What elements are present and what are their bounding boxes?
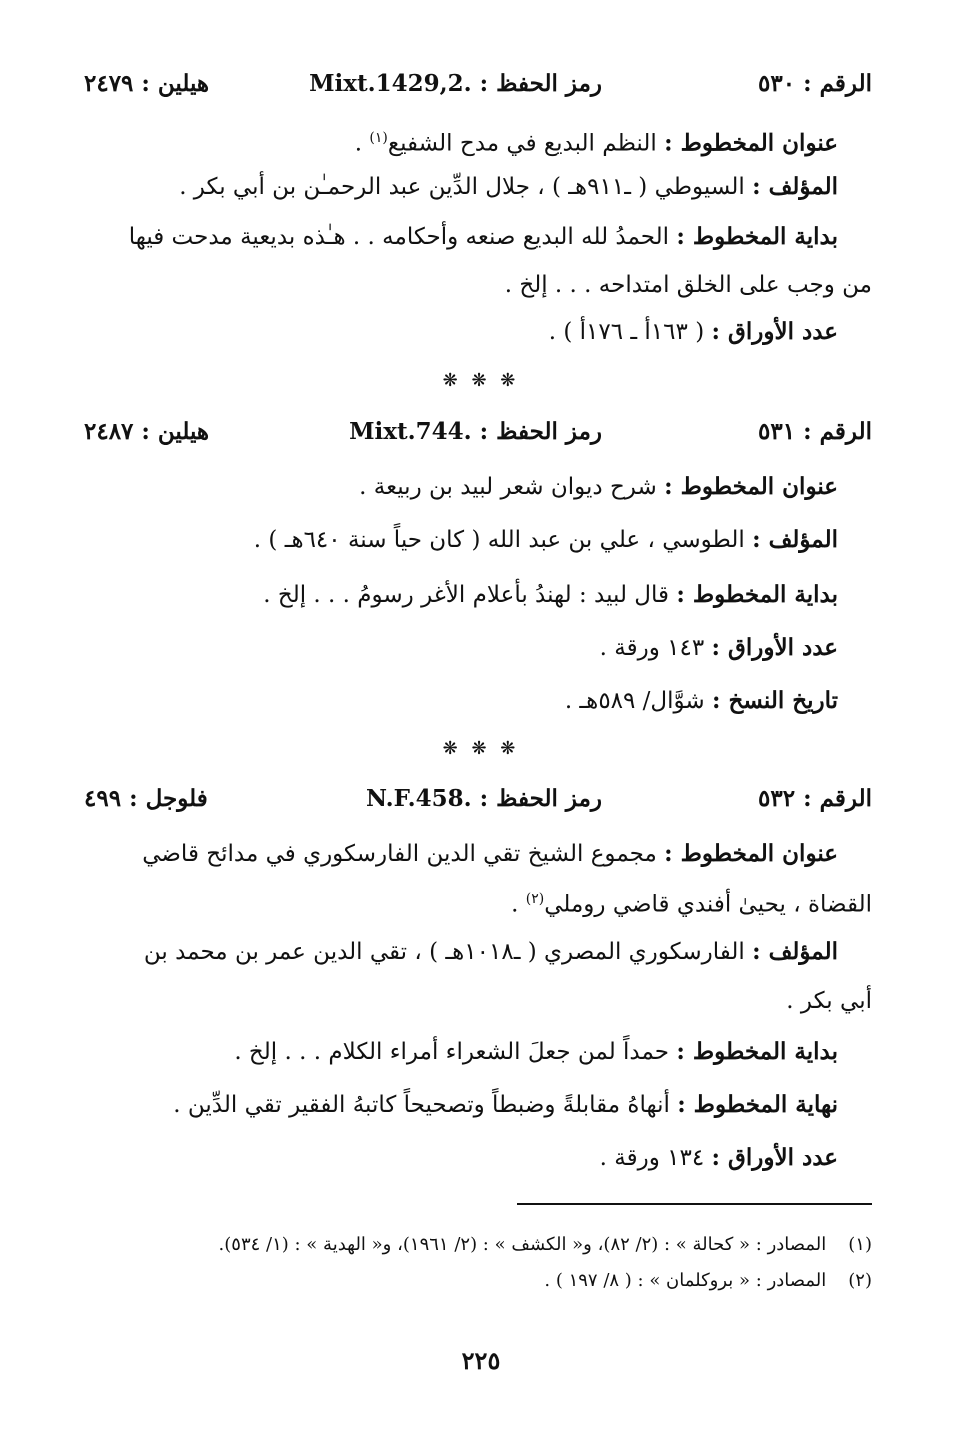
title-line	[84, 469, 838, 505]
entry-header	[84, 70, 872, 106]
title-end: .	[511, 891, 526, 918]
shelfmark	[349, 418, 602, 445]
incipit-label: بداية المخطوط :	[676, 223, 838, 250]
author-continuation: أبي بكر .	[786, 988, 872, 1014]
leaves-value: ١٣٤ ورقة .	[599, 1145, 705, 1171]
catalog-reference: هيلين : ٢٤٧٩	[84, 70, 210, 97]
title-end: .	[354, 130, 370, 157]
leaves-line	[84, 314, 838, 350]
incipit-text: الحمدُ لله البديع صنعه وأحكامه . . هـٰذه بديعية مدحت فيها	[128, 224, 670, 250]
explicit-line	[84, 1087, 838, 1123]
separator: ❋ ❋ ❋	[442, 738, 520, 759]
incipit-text: قال لبيد : لهندُ بأعلام الأغر رسومُ . . . إلخ .	[263, 582, 670, 608]
footnote-rule	[517, 1203, 872, 1205]
footnote-text: المصادر : « بروكلمان » : ( ٨/ ١٩٧ ) .	[544, 1270, 827, 1291]
author-text: السيوطي ( ـ٩١١هـ ) ، جلال الدِّين عبد الرحمـٰن بن أبي بكر .	[179, 174, 745, 200]
entry-number: الرقم : ٥٣٢	[758, 785, 872, 812]
title-text-2: القضاة ، يحيىٰ أفندي قاضي روملي	[544, 891, 872, 918]
leaves-line	[84, 1140, 838, 1176]
shelfmark-code: N.F.458.	[366, 785, 472, 812]
title-label: عنوان المخطوط :	[664, 129, 838, 157]
incipit-line	[84, 577, 838, 613]
entry-header	[84, 785, 872, 821]
explicit-text: أنهاهُ مقابلةً وضبطاً وتصحيحاً كاتبهُ الفقير تقي الدِّين .	[173, 1092, 670, 1118]
shelfmark	[309, 70, 602, 97]
title-continuation	[84, 881, 872, 923]
title-text: مجموع الشيخ تقي الدين الفارسكوري في مدائح قاضي	[142, 841, 657, 867]
author-label: المؤلف :	[752, 526, 838, 553]
title-label: عنوان المخطوط :	[664, 473, 838, 500]
leaves-value: ١٤٣ ورقة .	[599, 635, 705, 661]
incipit-text: حمداً لمن جعلَ الشعراء أمراء الكلام . . . إلخ .	[234, 1039, 670, 1065]
leaves-label: عدد الأوراق :	[711, 634, 838, 661]
title-line	[84, 836, 838, 872]
author-label: المؤلف :	[752, 938, 838, 965]
leaves-label: عدد الأوراق :	[711, 318, 838, 345]
leaves-line	[84, 630, 838, 666]
copy-date-value: شوَّال/ ٥٨٩هـ .	[564, 688, 705, 714]
footnote-number: (١)	[848, 1234, 872, 1255]
shelfmark-label: رمز الحفظ :	[479, 418, 602, 445]
shelfmark	[366, 785, 602, 812]
shelfmark-code: Mixt.744.	[349, 418, 472, 445]
entry-header	[84, 418, 872, 454]
author-line	[84, 169, 838, 205]
copy-date-line	[84, 683, 838, 719]
incipit-label: بداية المخطوط :	[676, 581, 838, 608]
footnote-marker: (٢)	[525, 891, 545, 907]
entry-number: الرقم : ٥٣١	[758, 418, 872, 445]
footnote-marker: (١)	[369, 130, 388, 146]
footnote	[84, 1266, 872, 1296]
author-text: الطوسي ، علي بن عبد الله ( كان حياً سنة ٦٤٠هـ ) .	[253, 527, 745, 553]
shelfmark-code: Mixt.1429,2.	[309, 70, 472, 97]
title-text: شرح ديوان شعر لبيد بن ربيعة .	[359, 474, 657, 500]
page-number: ٢٢٥	[461, 1346, 501, 1375]
explicit-label: نهاية المخطوط :	[677, 1091, 838, 1118]
incipit-continuation: من وجب على الخلق امتداحه . . . إلخ .	[504, 272, 872, 298]
leaves-value: ( ١٦٣أ ـ ١٧٦أ ) .	[548, 319, 705, 345]
catalog-reference: هيلين : ٢٤٨٧	[84, 418, 210, 445]
footnote-text: المصادر : « كحالة » : (٢/ ٨٢)، و« الكشف » : (٢/ ١٩٦١)، و« الهدية » : (١/ ٥٣٤).	[218, 1234, 827, 1255]
incipit-line	[84, 1034, 838, 1070]
incipit-line	[84, 219, 838, 255]
entry-number: الرقم : ٥٣٠	[758, 70, 872, 97]
author-line	[84, 522, 838, 558]
shelfmark-label: رمز الحفظ :	[479, 70, 602, 97]
title-label: عنوان المخطوط :	[664, 840, 838, 867]
author-label: المؤلف :	[752, 173, 838, 200]
leaves-label: عدد الأوراق :	[711, 1144, 838, 1171]
catalog-reference: فلوجل : ٤٩٩	[84, 785, 208, 812]
author-line	[84, 934, 838, 970]
footnote	[84, 1230, 872, 1260]
copy-date-label: تاريخ النسخ :	[712, 687, 838, 714]
incipit-label: بداية المخطوط :	[676, 1038, 838, 1065]
footnote-number: (٢)	[848, 1270, 872, 1291]
shelfmark-label: رمز الحفظ :	[479, 785, 602, 812]
title-line	[84, 120, 838, 162]
separator: ❋ ❋ ❋	[442, 370, 520, 391]
title-text: النظم البديع في مدح الشفيع	[387, 130, 657, 157]
author-text: الفارسكوري المصري ( ـ١٠١٨هـ ) ، تقي الدين عمر بن محمد بن	[143, 939, 745, 965]
